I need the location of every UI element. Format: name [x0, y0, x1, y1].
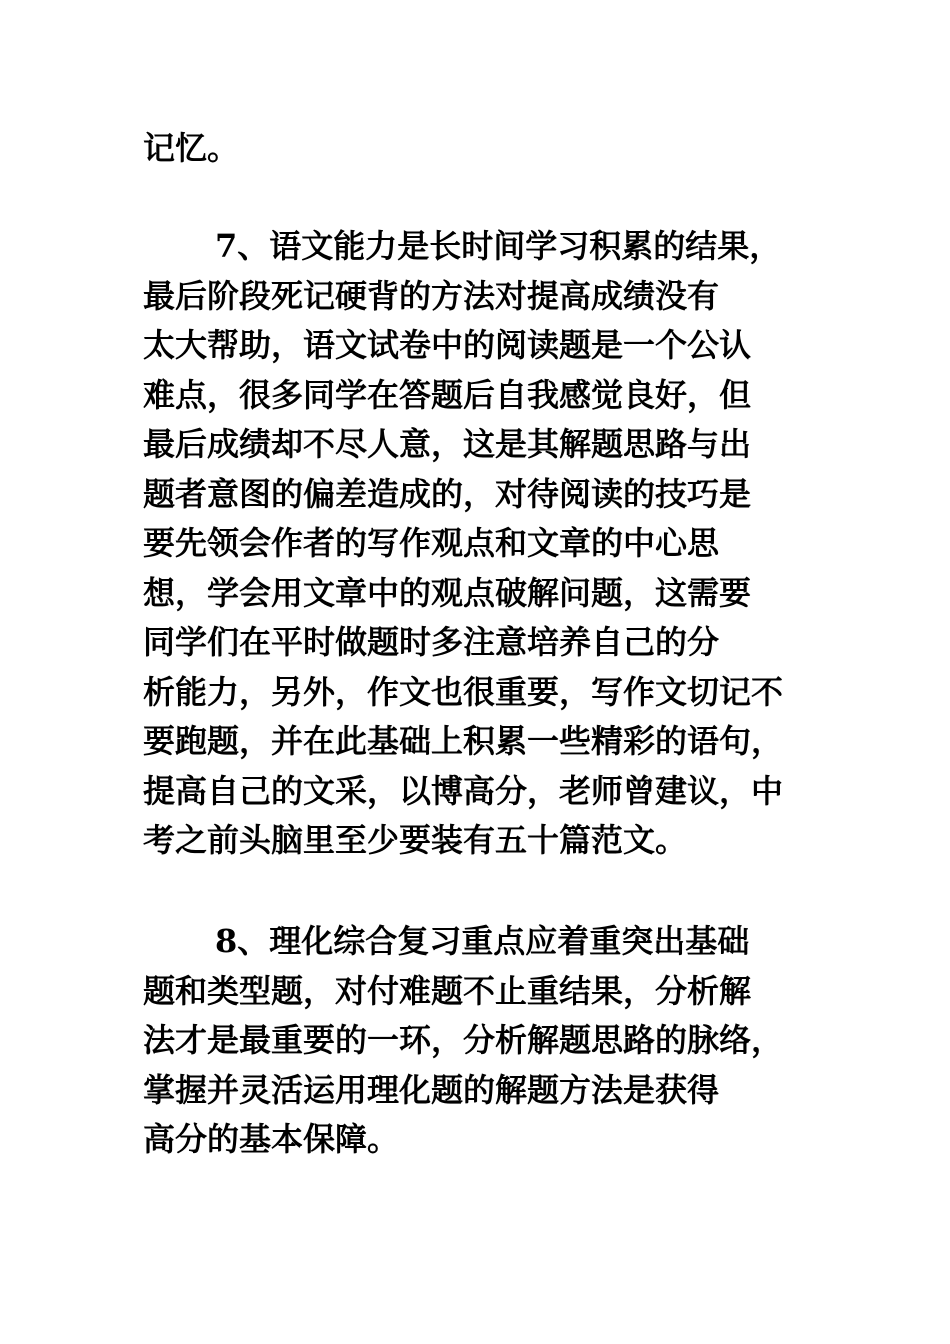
- text-line: 高分的基本保障。: [143, 1120, 400, 1158]
- text-line: 8、理化综合复习重点应着重突出基础: [215, 922, 750, 960]
- text-line: 提高自己的文采，以博高分，老师曾建议，中: [143, 771, 784, 810]
- text-line: 题和类型题，对付难题不止重结果，分析解: [143, 971, 752, 1010]
- text-line: 考之前头脑里至少要装有五十篇范文。: [143, 821, 688, 859]
- text-line: 法才是最重要的一环，分析解题思路的脉络，: [143, 1021, 784, 1059]
- text-line: 想，学会用文章中的观点破解问题，这需要: [143, 573, 752, 612]
- text-line: 记忆。: [143, 129, 240, 167]
- text-line: 太大帮助，语文试卷中的阅读题是一个公认: [143, 326, 752, 364]
- text-line: 掌握并灵活运用理化题的解题方法是获得: [143, 1070, 720, 1109]
- text-line: 要跑题，并在此基础上积累一些精彩的语句，: [143, 722, 784, 760]
- paragraph-item-7: [143, 222, 833, 866]
- text-line: 7、语文能力是长时间学习积累的结果，: [215, 227, 782, 265]
- text-line: 析能力，另外，作文也很重要，写作文切记不: [143, 672, 784, 711]
- text-line: 难点，很多同学在答题后自我感觉良好，但: [143, 375, 752, 414]
- text-line: 要先领会作者的写作观点和文章的中心思: [143, 524, 720, 562]
- text-line: 题者意图的偏差造成的，对待阅读的技巧是: [143, 474, 752, 513]
- paragraph-item-8: [143, 917, 833, 1165]
- text-line: 最后阶段死记硬背的方法对提高成绩没有: [143, 276, 720, 315]
- text-line: 最后成绩却不尽人意，这是其解题思路与出: [143, 425, 752, 463]
- paragraph-continuation: [143, 124, 833, 174]
- text-line: 同学们在平时做题时多注意培养自己的分: [143, 623, 720, 661]
